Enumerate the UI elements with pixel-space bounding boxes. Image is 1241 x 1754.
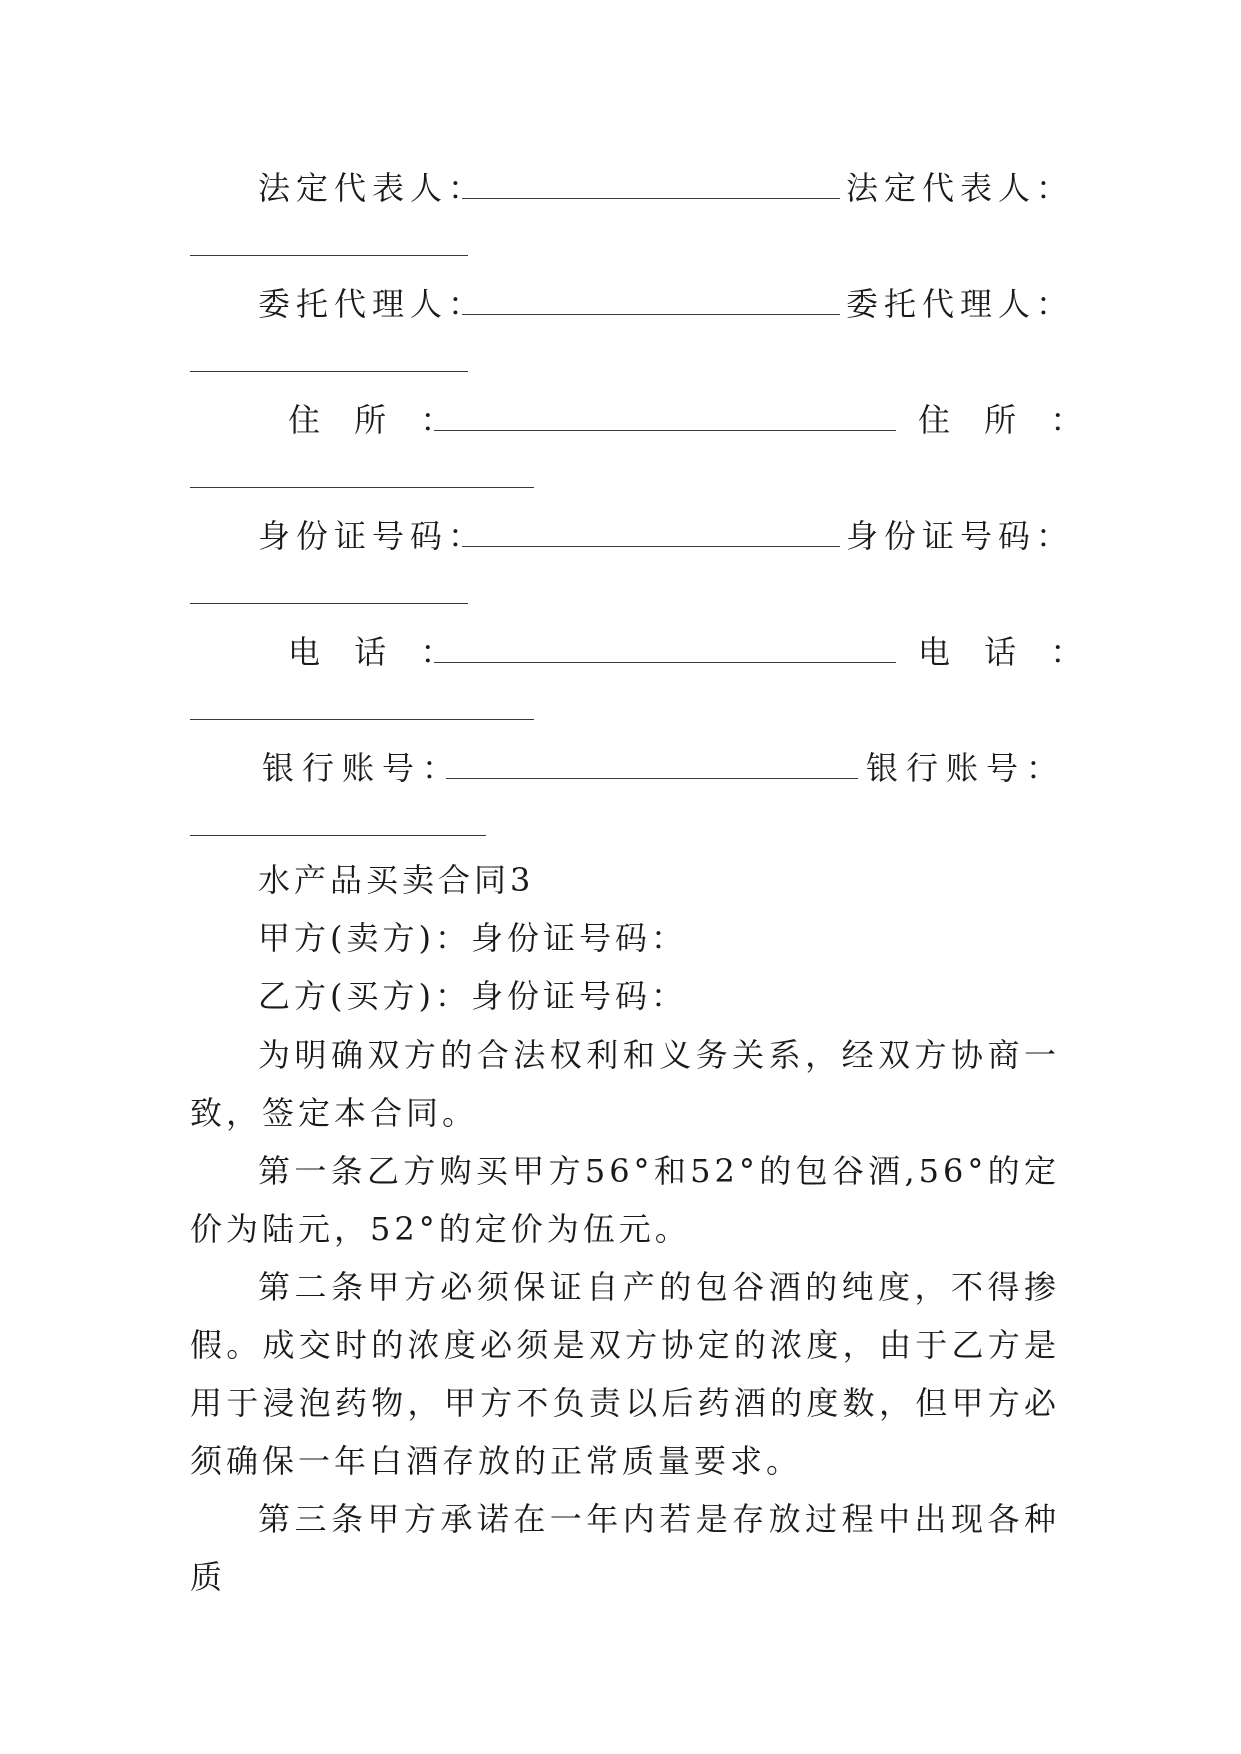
party-b-line: 乙方(买方)：身份证号码： [258,977,687,1015]
party-a-id-label: 身份证号码： [258,517,487,555]
party-a-address-blank[interactable] [434,430,896,431]
contract-title: 水产品买卖合同3 [258,861,535,899]
party-a-bank-blank[interactable] [446,778,858,779]
party-a-legal-rep-blank[interactable] [462,198,840,199]
party-a-line: 甲方(卖方)：身份证号码： [258,919,687,957]
paragraph-preamble: 为明确双方的合法权利和义务关系，经双方协商一致，签定本合同。 [190,1036,1060,1132]
party-b-phone-label: 电 话 ： [918,633,1095,671]
party-b-address-blank[interactable] [190,487,534,488]
party-a-bank-label: 银行账号： [262,749,463,787]
party-b-legal-rep-blank[interactable] [190,255,468,256]
paragraph-article-2: 第二条甲方必须保证自产的包谷酒的纯度，不得掺假。成交时的浓度必须是双方协定的浓度，由于乙方是用于浸泡药物，甲方不负责以后药酒的度数，但甲方必须确保一年白酒存放的正常质量要求。 [190,1268,1060,1480]
party-b-bank-blank[interactable] [190,835,486,836]
party-b-id-label: 身份证号码： [846,517,1075,555]
party-a-address-label: 住 所 ： [288,401,465,439]
party-a-phone-label: 电 话 ： [288,633,465,671]
party-b-bank-label: 银行账号： [866,749,1067,787]
party-b-legal-rep-label: 法定代表人： [846,169,1075,207]
party-a-legal-rep-label: 法定代表人： [258,169,487,207]
party-b-agent-label: 委托代理人： [846,285,1075,323]
party-a-phone-blank[interactable] [434,662,896,663]
paragraph-article-3: 第三条甲方承诺在一年内若是存放过程中出现各种质 [190,1500,1060,1596]
party-a-agent-label: 委托代理人： [258,285,487,323]
party-a-id-blank[interactable] [462,546,840,547]
party-b-address-label: 住 所 ： [918,401,1095,439]
party-b-id-blank[interactable] [190,603,468,604]
party-a-agent-blank[interactable] [462,314,840,315]
party-b-agent-blank[interactable] [190,371,468,372]
party-b-phone-blank[interactable] [190,719,534,720]
paragraph-article-1: 第一条乙方购买甲方56°和52°的包谷酒,56°的定价为陆元，52°的定价为伍元。 [190,1152,1060,1248]
